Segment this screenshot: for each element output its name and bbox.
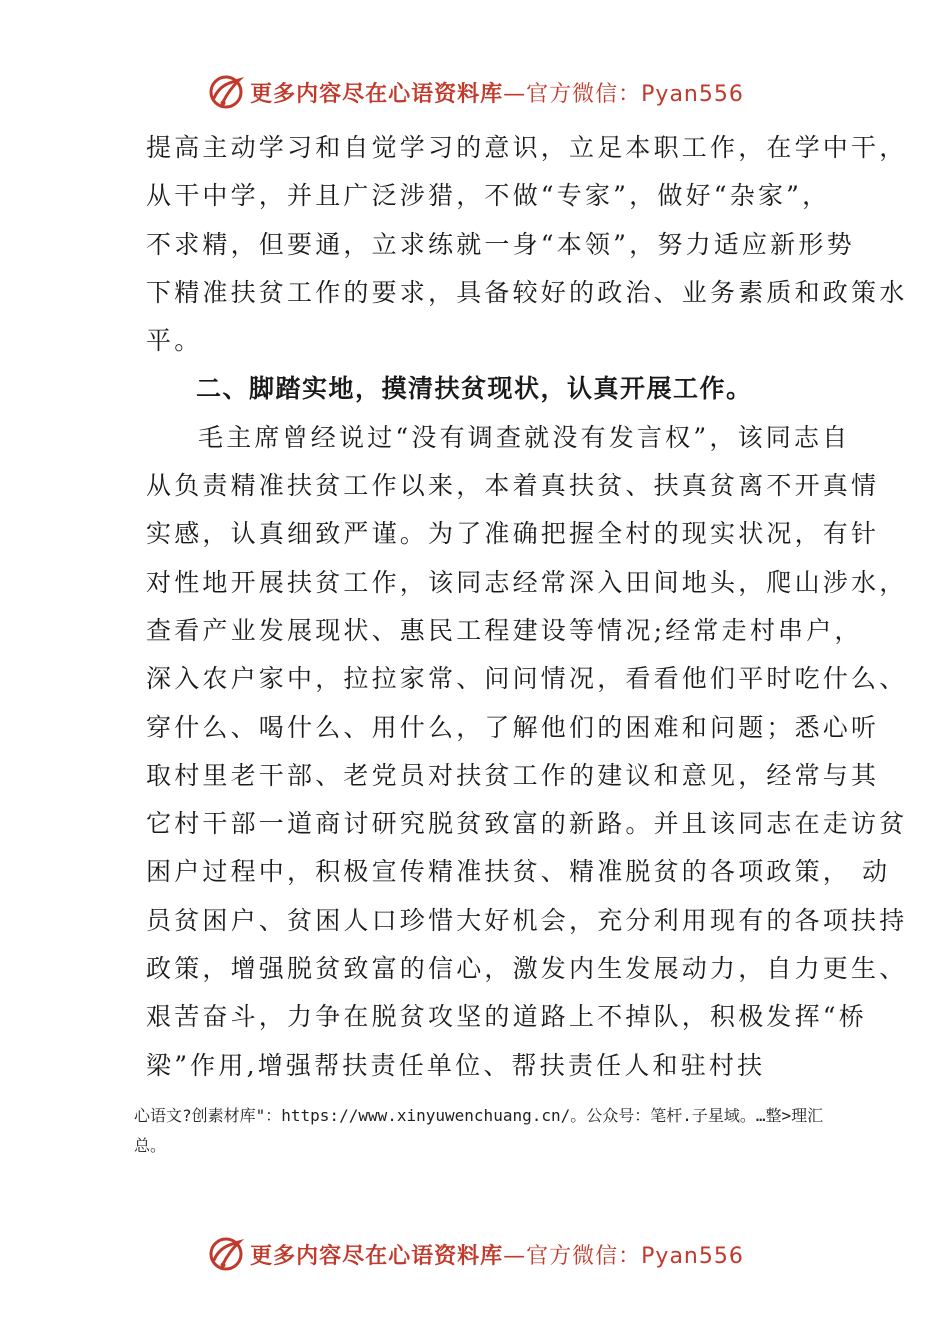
- paragraph-line: 穿什么、喝什么、用什么，了解他们的困难和问题；悉心听: [146, 712, 880, 742]
- banner-text: [250, 1239, 744, 1270]
- banner-text: [250, 77, 744, 108]
- brush-calligraphy-logo-icon: [206, 1234, 246, 1274]
- body-line: 提高主动学习和自觉学习的意识，立足本职工作，在学中干，: [146, 133, 908, 162]
- paragraph-line: 查看产业发展现状、惠民工程建设等情况;经常走村串户，: [146, 615, 863, 645]
- paragraph-line: 毛主席曾经说过“没有调查就没有发言权”，该同志自: [198, 422, 851, 452]
- banner-wechat-id: Pyan556: [641, 81, 744, 107]
- footer-banner: [0, 1232, 950, 1276]
- banner-wechat-label: 官方微信：: [526, 1243, 642, 1269]
- header-banner: [0, 70, 950, 114]
- section-heading: 二、脚踏实地，摸清扶贫现状，认真开展工作。: [196, 374, 753, 404]
- body-line: 从干中学，并且广泛涉猎，不做“专家”，做好“杂家”，: [146, 181, 831, 211]
- document-body: [146, 124, 908, 1090]
- banner-wechat-label: 官方微信：: [526, 81, 642, 107]
- banner-main-text: 更多内容尽在心语资料库: [250, 81, 504, 107]
- paragraph-line: 它村干部一道商讨研究脱贫致富的新路。并且该同志在走访贫: [146, 809, 908, 839]
- brush-calligraphy-logo-icon: [206, 72, 246, 112]
- banner-wechat-id: Pyan556: [641, 1243, 744, 1269]
- body-line: 下精准扶贫工作的要求，具备较好的政治、业务素质和政策水: [146, 277, 908, 307]
- paragraph-line: 梁”作用,增强帮扶责任单位、帮扶责任人和驻村扶: [146, 1050, 766, 1080]
- paragraph-line: 艰苦奋斗，力争在脱贫攻坚的道路上不掉队，积极发挥“桥: [146, 1002, 867, 1032]
- body-line: 不求精，但要通，立求练就一身“本领”，努力适应新形势: [146, 229, 855, 259]
- paragraph-line: 对性地开展扶贫工作，该同志经常深入田间地头，爬山涉水，: [146, 567, 908, 597]
- body-line: 平。: [146, 326, 203, 356]
- paragraph-line: 取村里老干部、老党员对扶贫工作的建议和意见，经常与其: [146, 760, 880, 790]
- paragraph-line: 困户过程中，积极宣传精准扶贫、精准脱贫的各项政策， 动: [146, 857, 891, 887]
- paragraph-line: 员贫困户、贫困人口珍惜大好机会，充分利用现有的各项扶持: [146, 905, 908, 935]
- paragraph-line: 从负责精准扶贫工作以来，本着真扶贫、扶真贫离不开真情: [146, 471, 880, 501]
- paragraph-line: 政策，增强脱贫致富的信心，激发内生发展动力，自力更生、: [146, 954, 908, 984]
- source-footnote: 心语文?创素材库"：https://www.xinyuwenchuang.cn/。公众号：笔杆.子星域。…整>理汇总。: [134, 1106, 824, 1155]
- paragraph-line: 实感，认真细致严谨。为了准确把握全村的现实状况，有针: [146, 519, 880, 549]
- banner-separator: —: [503, 1243, 527, 1269]
- banner-main-text: 更多内容尽在心语资料库: [250, 1243, 504, 1269]
- paragraph-line: 深入农户家中，拉拉家常、问问情况，看看他们平时吃什么、: [146, 664, 908, 694]
- banner-separator: —: [503, 81, 527, 107]
